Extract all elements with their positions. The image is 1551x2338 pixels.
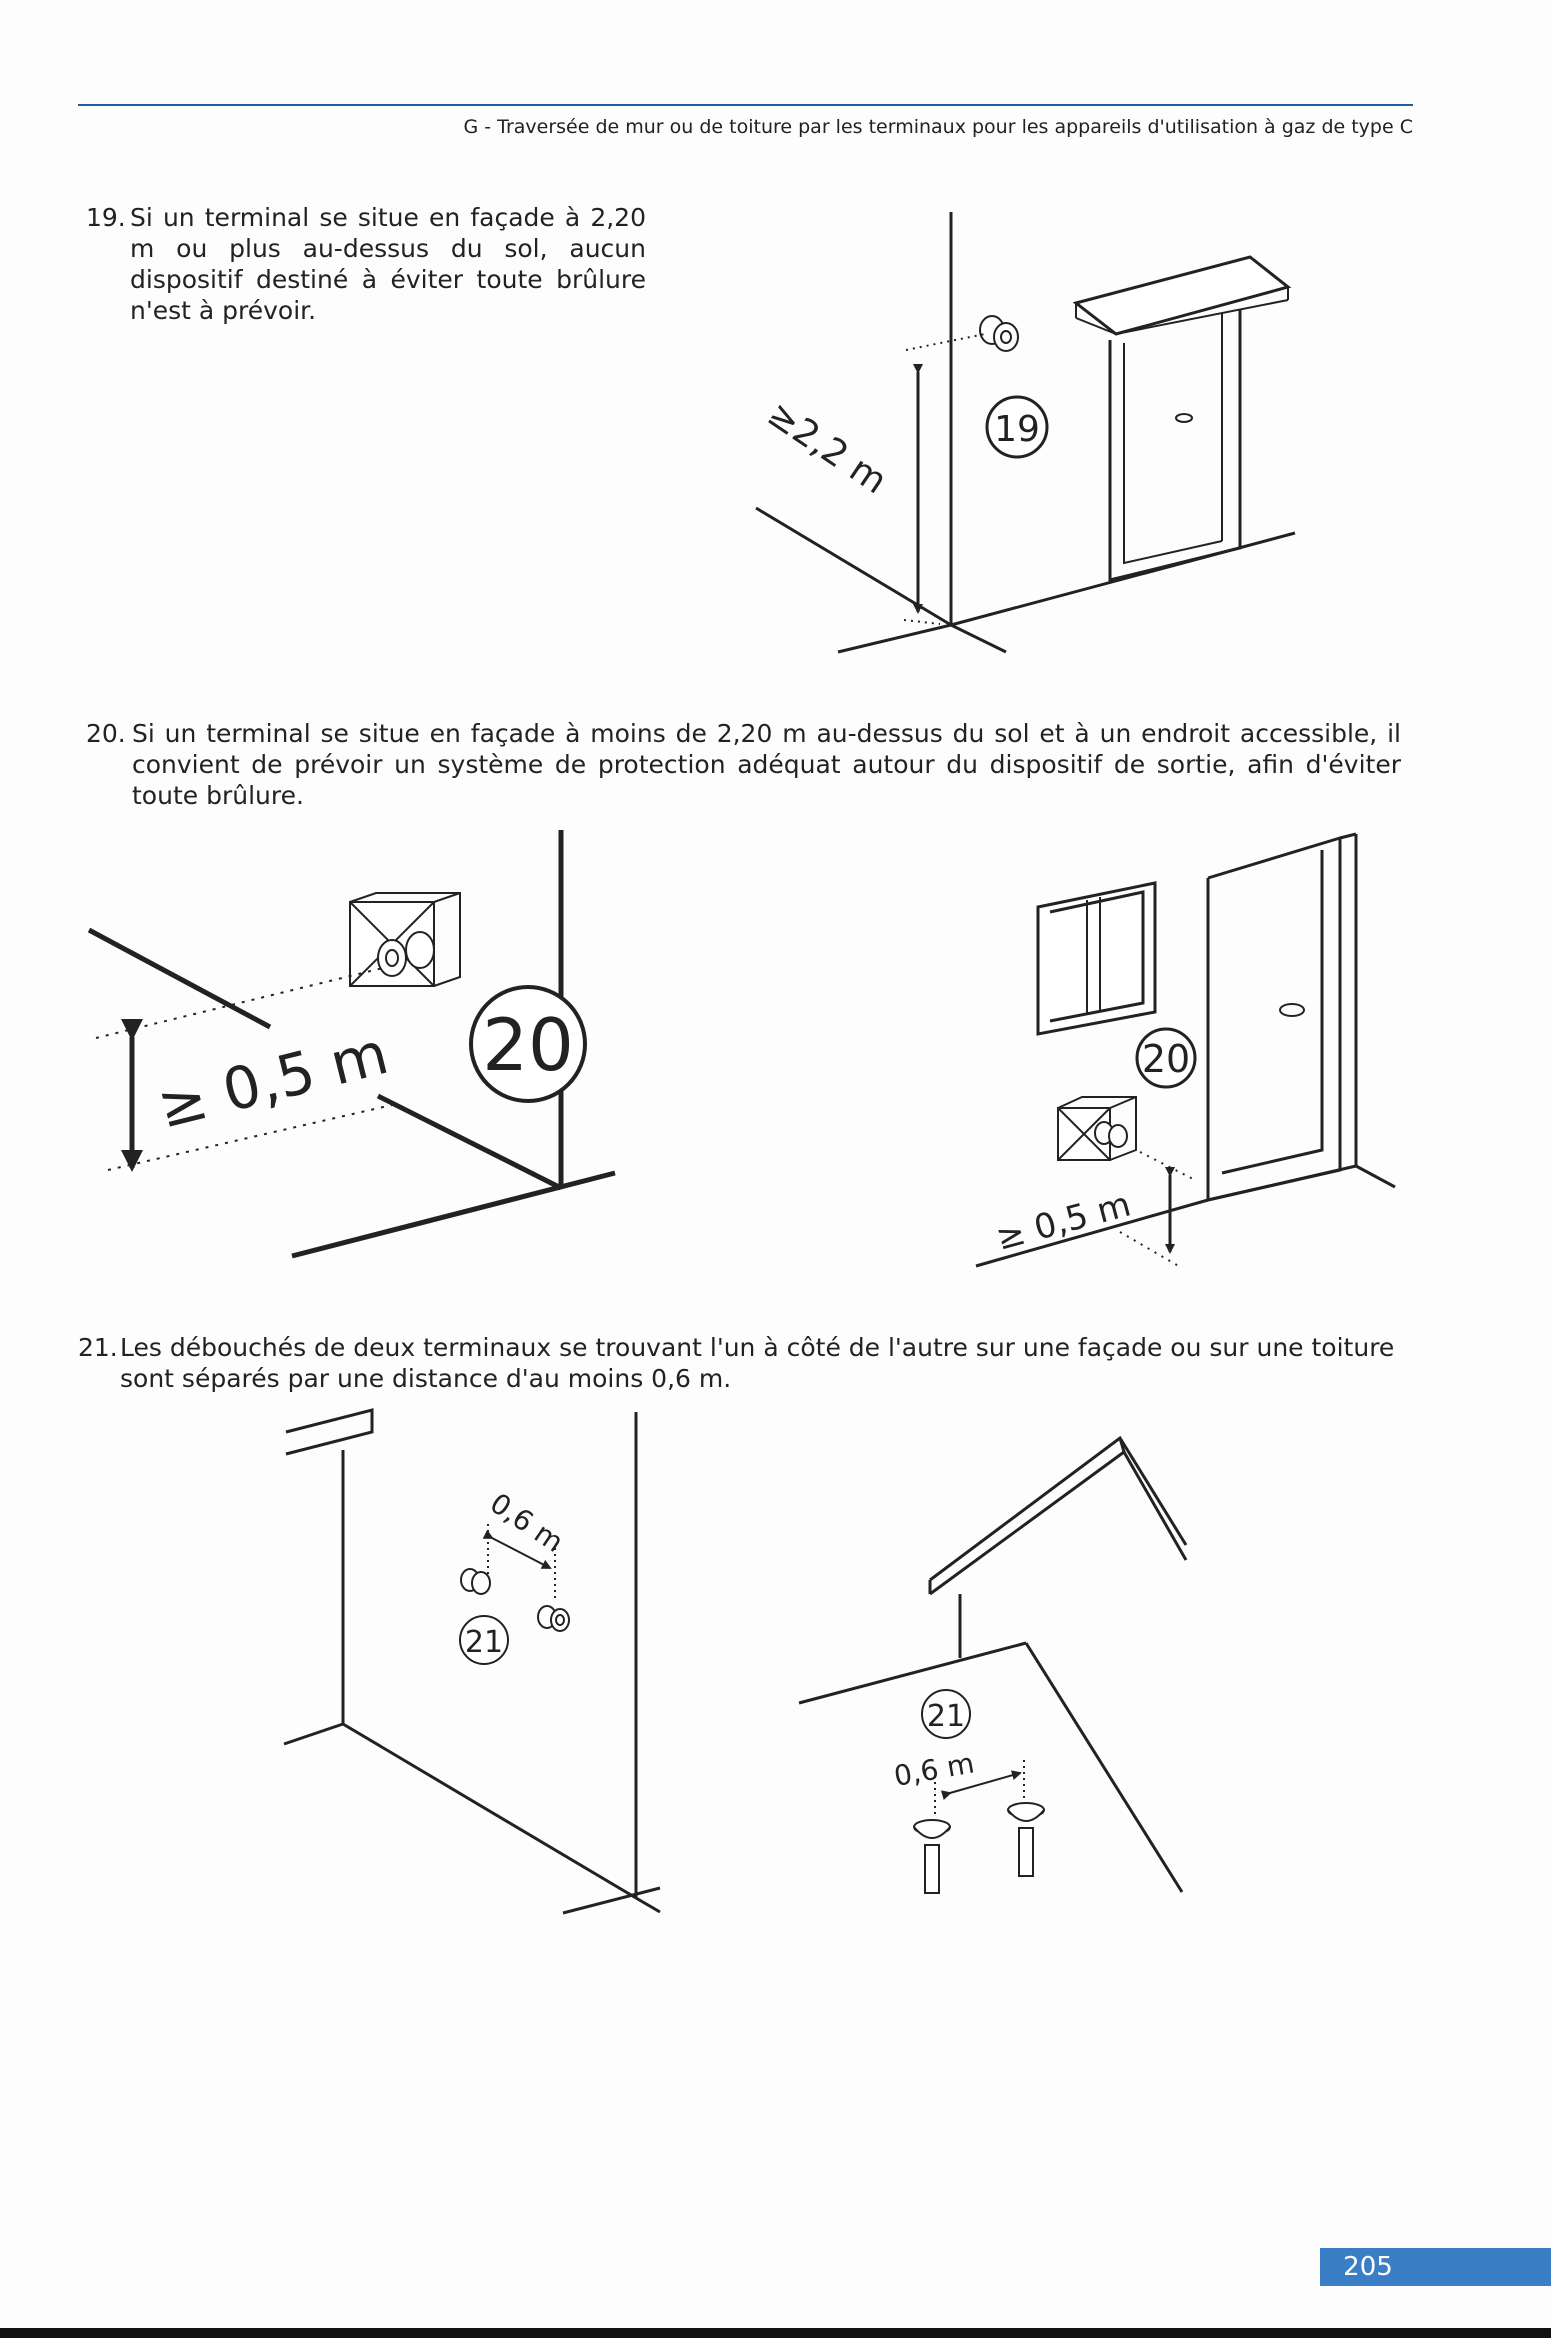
badge-21-left: 21 [464, 1625, 504, 1660]
scan-edge [0, 2328, 1551, 2338]
dimension-19: ≥2,2 m [759, 393, 894, 503]
figure-21b [799, 1438, 1186, 1893]
section-text: Si un terminal se situe en façade à 2,20 m ou plus au-dessus du sol, aucun dispositif destiné à éviter toute brûlure n'est à prévoir. [130, 203, 646, 325]
section-number: 19. [86, 203, 126, 232]
section-number: 20. [86, 719, 126, 748]
dimension-21-right: 0,6 m [891, 1746, 977, 1793]
badge-20-right: 20 [1141, 1037, 1191, 1081]
badge-21-right: 21 [926, 1699, 966, 1734]
section-text: Si un terminal se situe en façade à moins de 2,20 m au-dessus du sol et à un endroit accessible, il convient de prévoir un système de protection adéquat autour du dispositif de sortie, afin d'éviter toute brûlure. [132, 719, 1401, 810]
page-header: G - Traversée de mur ou de toiture par les terminaux pour les appareils d'utilisation à gaz de type C [463, 116, 1413, 138]
section-text: Les débouchés de deux terminaux se trouvant l'un à côté de l'autre sur une façade ou sur une toiture sont séparés par une distance d'au moins 0,6 m. [120, 1333, 1395, 1393]
badge-19: 19 [994, 409, 1040, 450]
figure-21a [284, 1410, 660, 1913]
dimension-21-left: 0,6 m [484, 1486, 570, 1559]
dimension-20-right: ≥ 0,5 m [991, 1184, 1135, 1259]
badge-20-left: 20 [482, 1003, 574, 1087]
dimension-20-left: ≥ 0,5 m [150, 1018, 395, 1142]
section-number: 21. [78, 1333, 118, 1362]
page-number: 205 [1343, 2252, 1393, 2282]
